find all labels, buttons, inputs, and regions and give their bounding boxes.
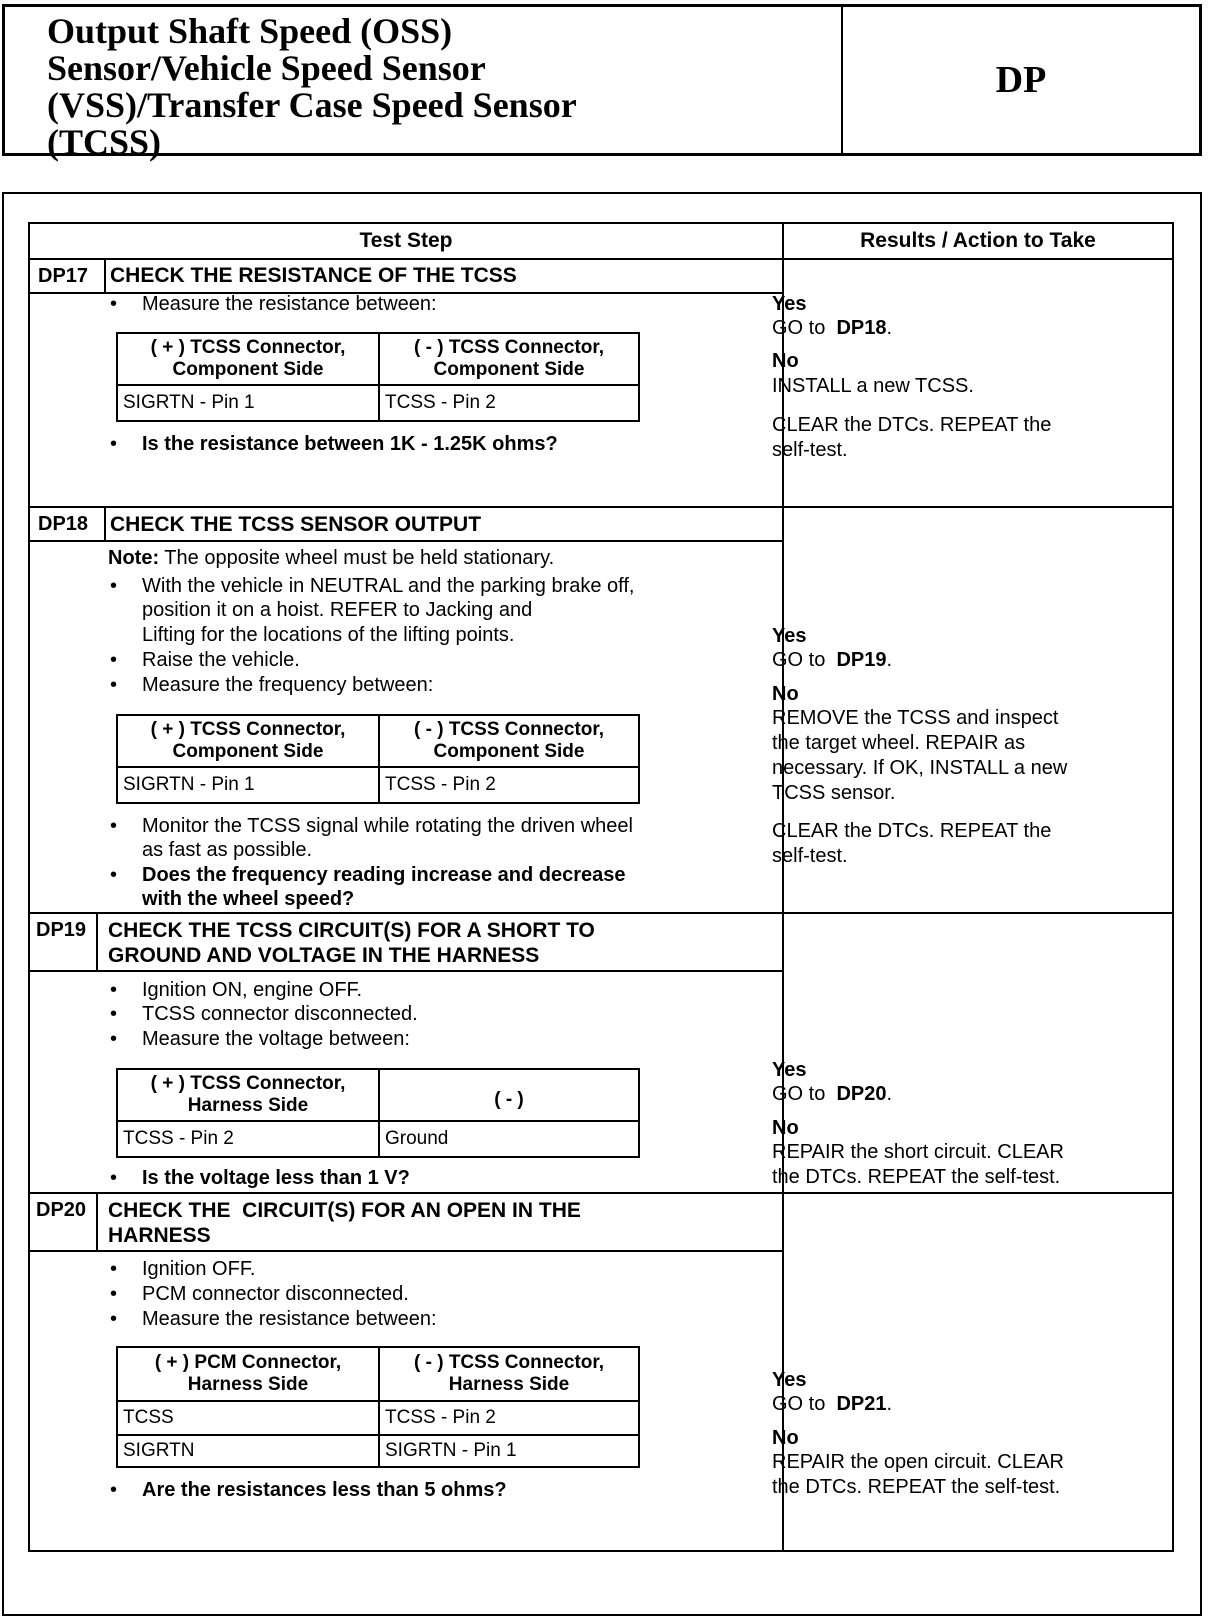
bullet: • (110, 674, 118, 696)
table-cell: Ground (385, 1128, 449, 1149)
dp18-b1a: With the vehicle in NEUTRAL and the parking brake off, (142, 575, 635, 597)
yes-label: Yes (772, 293, 807, 315)
divider (96, 914, 98, 972)
dp19-col2-header: ( - ) (494, 1089, 524, 1110)
dp18-q1: Does the frequency reading increase and decrease (142, 864, 626, 886)
dp18-b3: Measure the frequency between: (142, 674, 434, 696)
dp17-question: Is the resistance between 1K - 1.25K ohms? (142, 433, 558, 455)
go-to-target: DP20 (836, 1083, 887, 1105)
page-title: Output Shaft Speed (OSS) Sensor/Vehicle Speed Sensor (VSS)/Transfer Case Speed Sensor (TCSS) (5, 7, 843, 153)
dp17-measure: Measure the resistance between: (142, 293, 437, 315)
yes-action (772, 316, 892, 341)
no-line-2: the DTCs. REPEAT the self-test. (772, 1476, 1061, 1498)
bullet: • (110, 815, 118, 837)
bullet: • (110, 293, 118, 315)
divider (30, 540, 782, 542)
step-id-dp19: DP19 (36, 919, 87, 941)
step-title-dp17: CHECK THE RESISTANCE OF THE TCSS (110, 264, 517, 287)
divider (30, 970, 782, 972)
note-text: The opposite wheel must be held stationary. (159, 547, 555, 569)
bullet: • (110, 575, 118, 597)
step-title-dp20-line1: CHECK THE CIRCUIT(S) FOR AN OPEN IN THE (108, 1199, 581, 1222)
yes-action (772, 648, 892, 673)
col-test-step: Test Step (30, 224, 782, 260)
dp19-connector-table (116, 1068, 640, 1158)
go-to-text: GO to (772, 1083, 826, 1105)
dp20-b1: Ignition OFF. (142, 1258, 256, 1280)
no-label: No (772, 1117, 799, 1139)
bullet: • (110, 1258, 118, 1280)
page-header (2, 4, 1202, 162)
no-label: No (772, 683, 799, 705)
divider (104, 260, 106, 294)
dp17-connector-table (116, 332, 640, 422)
no-label: No (772, 1427, 799, 1449)
table-cell: TCSS - Pin 2 (123, 1128, 234, 1149)
dp19-b3: Measure the voltage between: (142, 1028, 410, 1050)
no-line-1: REPAIR the short circuit. CLEAR (772, 1141, 1064, 1163)
bullet: • (110, 1167, 118, 1189)
go-to-text: GO to (772, 1393, 826, 1415)
yes-label: Yes (772, 1059, 807, 1081)
no-line-2: the target wheel. REPAIR as (772, 732, 1026, 754)
dp18-connector-table (116, 714, 640, 804)
dp18-b4b: as fast as possible. (142, 839, 313, 861)
step-title-dp19-line2: GROUND AND VOLTAGE IN THE HARNESS (108, 944, 540, 967)
period: . (886, 317, 893, 339)
clear-dtcs: CLEAR the DTCs. REPEAT the (772, 414, 1052, 436)
yes-label: Yes (772, 1369, 807, 1391)
dp20-b2: PCM connector disconnected. (142, 1283, 409, 1305)
go-to-target: DP19 (836, 649, 887, 671)
yes-action (772, 1082, 892, 1107)
table-cell: TCSS - Pin 2 (385, 1407, 496, 1428)
col-results: Results / Action to Take (784, 224, 1172, 260)
dp19-col1-header: ( + ) TCSS Connector, Harness Side (150, 1073, 346, 1116)
yes-label: Yes (772, 625, 807, 647)
section-code: DP (995, 59, 1047, 101)
step-id-dp20: DP20 (36, 1199, 87, 1221)
step-title-dp19-line1: CHECK THE TCSS CIRCUIT(S) FOR A SHORT TO (108, 919, 595, 942)
no-action: INSTALL a new TCSS. (772, 375, 974, 397)
table-cell: SIGRTN - Pin 1 (385, 1440, 517, 1461)
table-cell: TCSS (123, 1407, 174, 1428)
no-line-1: REPAIR the open circuit. CLEAR (772, 1451, 1064, 1473)
bullet: • (110, 433, 118, 455)
dp19-b2: TCSS connector disconnected. (142, 1003, 418, 1025)
bullet: • (110, 1028, 118, 1050)
table-cell: TCSS - Pin 2 (385, 774, 496, 795)
table-cell: SIGRTN - Pin 1 (123, 774, 255, 795)
no-line-1: REMOVE the TCSS and inspect (772, 707, 1059, 729)
dp20-col1-header: ( + ) PCM Connector, Harness Side (154, 1352, 342, 1395)
no-label: No (772, 350, 799, 372)
dp18-q2: with the wheel speed? (142, 888, 355, 910)
diagnostic-table (28, 222, 1174, 1552)
dp18-col2-header: ( - ) TCSS Connector, Component Side (414, 719, 604, 762)
divider (104, 508, 106, 542)
divider (30, 1250, 782, 1252)
table-cell: SIGRTN - Pin 1 (123, 392, 255, 413)
go-to-text: GO to (772, 317, 826, 339)
dp18-b1b: position it on a hoist. REFER to Jacking and (142, 599, 533, 621)
go-to-target: DP21 (836, 1393, 887, 1415)
bullet: • (110, 1003, 118, 1025)
table-cell: SIGRTN (123, 1440, 195, 1461)
dp17-col2-header: ( - ) TCSS Connector, Component Side (414, 337, 604, 380)
period: . (886, 649, 893, 671)
yes-action (772, 1392, 892, 1417)
dp18-b1c: Lifting for the locations of the lifting points. (142, 624, 515, 646)
divider (96, 1194, 98, 1252)
dp18-col1-header: ( + ) TCSS Connector, Component Side (150, 719, 346, 762)
bullet: • (110, 649, 118, 671)
dp19-b1: Ignition ON, engine OFF. (142, 979, 363, 1001)
dp20-connector-table (116, 1346, 640, 1468)
bullet: • (110, 1479, 118, 1501)
go-to-text: GO to (772, 649, 826, 671)
no-line-2: the DTCs. REPEAT the self-test. (772, 1166, 1061, 1188)
go-to-target: DP18 (836, 317, 887, 339)
step-title-dp20-line2: HARNESS (108, 1224, 211, 1247)
period: . (886, 1083, 893, 1105)
dp18-note (108, 546, 554, 571)
bullet: • (110, 979, 118, 1001)
dp18-b4a: Monitor the TCSS signal while rotating the driven wheel (142, 815, 633, 837)
divider (30, 506, 1172, 508)
dp20-col2-header: ( - ) TCSS Connector, Harness Side (414, 1352, 604, 1395)
divider (30, 1192, 1172, 1194)
period: . (886, 1393, 893, 1415)
step-id-dp17: DP17 (38, 265, 89, 287)
dp20-b3: Measure the resistance between: (142, 1308, 437, 1330)
clear-dtcs: CLEAR the DTCs. REPEAT the (772, 820, 1052, 842)
no-line-3: necessary. If OK, INSTALL a new (772, 757, 1068, 779)
table-cell: TCSS - Pin 2 (385, 392, 496, 413)
clear-dtcs-2: self-test. (772, 439, 848, 461)
clear-dtcs-2: self-test. (772, 845, 848, 867)
bullet: • (110, 864, 118, 886)
step-title-dp18: CHECK THE TCSS SENSOR OUTPUT (110, 513, 482, 536)
divider (30, 912, 1172, 914)
dp19-question: Is the voltage less than 1 V? (142, 1167, 410, 1189)
no-line-4: TCSS sensor. (772, 782, 896, 804)
bullet: • (110, 1308, 118, 1330)
dp20-question: Are the resistances less than 5 ohms? (142, 1479, 507, 1501)
dp18-b2: Raise the vehicle. (142, 649, 300, 671)
bullet: • (110, 1283, 118, 1305)
step-id-dp18: DP18 (38, 513, 89, 535)
dp17-col1-header: ( + ) TCSS Connector, Component Side (150, 337, 346, 380)
note-label: Note: (108, 547, 160, 569)
